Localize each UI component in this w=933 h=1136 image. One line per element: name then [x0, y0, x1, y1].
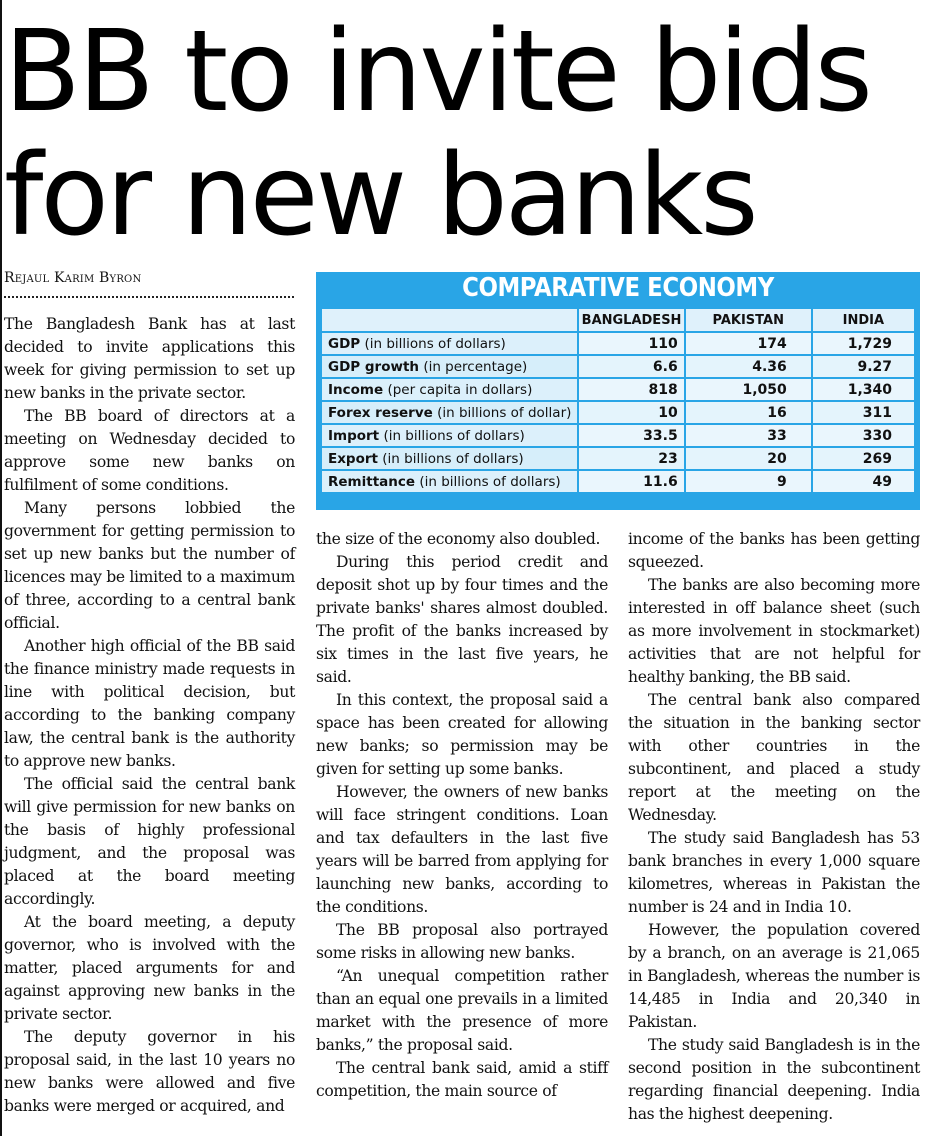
- cell-india: 49: [812, 470, 915, 493]
- table-row: [321, 378, 915, 401]
- paragraph: The central bank also compared the situation in the banking sector with other countries in the subcontinent, and placed a study report at the meeting on the Wednesday.: [628, 691, 920, 824]
- paragraph: At the board meeting, a deputy governor, who is involved with the matter, placed arguments for and against approving new banks in the private sector.: [4, 913, 295, 1023]
- cell-bangladesh: 818: [578, 378, 684, 401]
- paragraph: During this period credit and deposit shot up by four times and the private banks' shares almost doubled. The profit of the banks increased by six times in the last five years, he said.: [316, 553, 608, 686]
- comparative-economy-table: [316, 272, 920, 510]
- table-row: [321, 424, 915, 447]
- paragraph: The study said Bangladesh has 53 bank branches in every 1,000 square kilometres, whereas in Pakistan the number is 24 and in India 10.: [628, 829, 920, 916]
- table-row: [321, 470, 915, 493]
- paragraph: However, the owners of new banks will face stringent conditions. Loan and tax defaulters in the last five years will be barred from applying for launching new banks, according to the conditions.: [316, 783, 608, 916]
- row-label: GDP growth (in percentage): [321, 355, 578, 378]
- cell-pakistan: 20: [685, 447, 812, 470]
- cell-india: 9.27: [812, 355, 915, 378]
- cell-pakistan: 4.36: [685, 355, 812, 378]
- row-label: Remittance (in billions of dollars): [321, 470, 578, 493]
- paragraph: The BB board of directors at a meeting on Wednesday decided to approve some new banks on fulfilment of some conditions.: [4, 407, 295, 494]
- paragraph: The central bank said, amid a stiff competition, the main source of: [316, 1059, 608, 1100]
- paragraph: The official said the central bank will give permission for new banks on the basis of highly professional judgment, and the proposal was placed at the board meeting accordingly.: [4, 775, 295, 908]
- cell-india: 311: [812, 401, 915, 424]
- economy-table: [320, 307, 916, 494]
- cell-bangladesh: 23: [578, 447, 684, 470]
- cell-pakistan: 16: [685, 401, 812, 424]
- row-label: Import (in billions of dollars): [321, 424, 578, 447]
- paragraph: However, the population covered by a branch, on an average is 21,065 in Bangladesh, whereas the number is 14,485 in India and 20,340 in Pakistan.: [628, 921, 920, 1031]
- table-row: [321, 401, 915, 424]
- cell-india: 269: [812, 447, 915, 470]
- byline-divider: [4, 296, 294, 298]
- paragraph: In this context, the proposal said a space has been created for allowing new banks; so permission may be given for setting up some banks.: [316, 691, 608, 778]
- row-label: GDP (in billions of dollars): [321, 332, 578, 355]
- byline: Rejaul Karim Byron: [4, 270, 142, 286]
- headline: [4, 7, 870, 261]
- row-label: Income (per capita in dollars): [321, 378, 578, 401]
- row-label: Forex reserve (in billions of dollar): [321, 401, 578, 424]
- table-title: COMPARATIVE ECONOMY: [462, 273, 774, 303]
- column-header-india: INDIA: [812, 308, 915, 332]
- article-column-1: [4, 313, 295, 1118]
- cell-pakistan: 174: [685, 332, 812, 355]
- paragraph: The banks are also becoming more interested in off balance sheet (such as more involvement in stockmarket) activities that are not helpful for healthy banking, the BB said.: [628, 576, 920, 686]
- headline-line-2: for new banks: [4, 131, 756, 261]
- paragraph: The study said Bangladesh is in the second position in the subcontinent regarding financial deepening. India has the highest deepening.: [628, 1036, 920, 1123]
- cell-india: 1,729: [812, 332, 915, 355]
- cell-bangladesh: 10: [578, 401, 684, 424]
- column-header-bangladesh: BANGLADESH: [578, 308, 684, 332]
- article-column-3: [628, 528, 920, 1126]
- paragraph: Another high official of the BB said the finance ministry made requests in line with political decision, but according to the banking company law, the central bank is the authority to approve new banks.: [4, 637, 295, 770]
- cell-india: 330: [812, 424, 915, 447]
- paragraph: “An unequal competition rather than an equal one prevails in a limited market with the presence of more banks,” the proposal said.: [316, 967, 608, 1054]
- cell-pakistan: 9: [685, 470, 812, 493]
- column-header: [321, 308, 578, 332]
- paragraph: income of the banks has been getting squeezed.: [628, 530, 920, 571]
- paragraph: The BB proposal also portrayed some risks in allowing new banks.: [316, 921, 608, 962]
- paragraph: Many persons lobbied the government for getting permission to set up new banks but the number of licences may be limited to a maximum of three, according to a central bank official.: [4, 499, 295, 632]
- table-row: [321, 355, 915, 378]
- paragraph: The Bangladesh Bank has at last decided to invite applications this week for giving permission to set up new banks in the private sector.: [4, 315, 295, 402]
- table-row: [321, 332, 915, 355]
- cell-bangladesh: 33.5: [578, 424, 684, 447]
- paragraph: The deputy governor in his proposal said, in the last 10 years no new banks were allowed and five banks were merged or acquired, and: [4, 1028, 295, 1115]
- column-rule: [0, 0, 2, 1136]
- headline-line-1: BB to invite bids: [4, 7, 870, 137]
- cell-pakistan: 33: [685, 424, 812, 447]
- column-header-pakistan: PAKISTAN: [685, 308, 812, 332]
- row-label: Export (in billions of dollars): [321, 447, 578, 470]
- cell-pakistan: 1,050: [685, 378, 812, 401]
- cell-bangladesh: 110: [578, 332, 684, 355]
- cell-bangladesh: 11.6: [578, 470, 684, 493]
- paragraph: the size of the economy also doubled.: [316, 530, 601, 548]
- table-header-row: [321, 308, 915, 332]
- cell-bangladesh: 6.6: [578, 355, 684, 378]
- cell-india: 1,340: [812, 378, 915, 401]
- table-row: [321, 447, 915, 470]
- article-column-2: [316, 528, 608, 1103]
